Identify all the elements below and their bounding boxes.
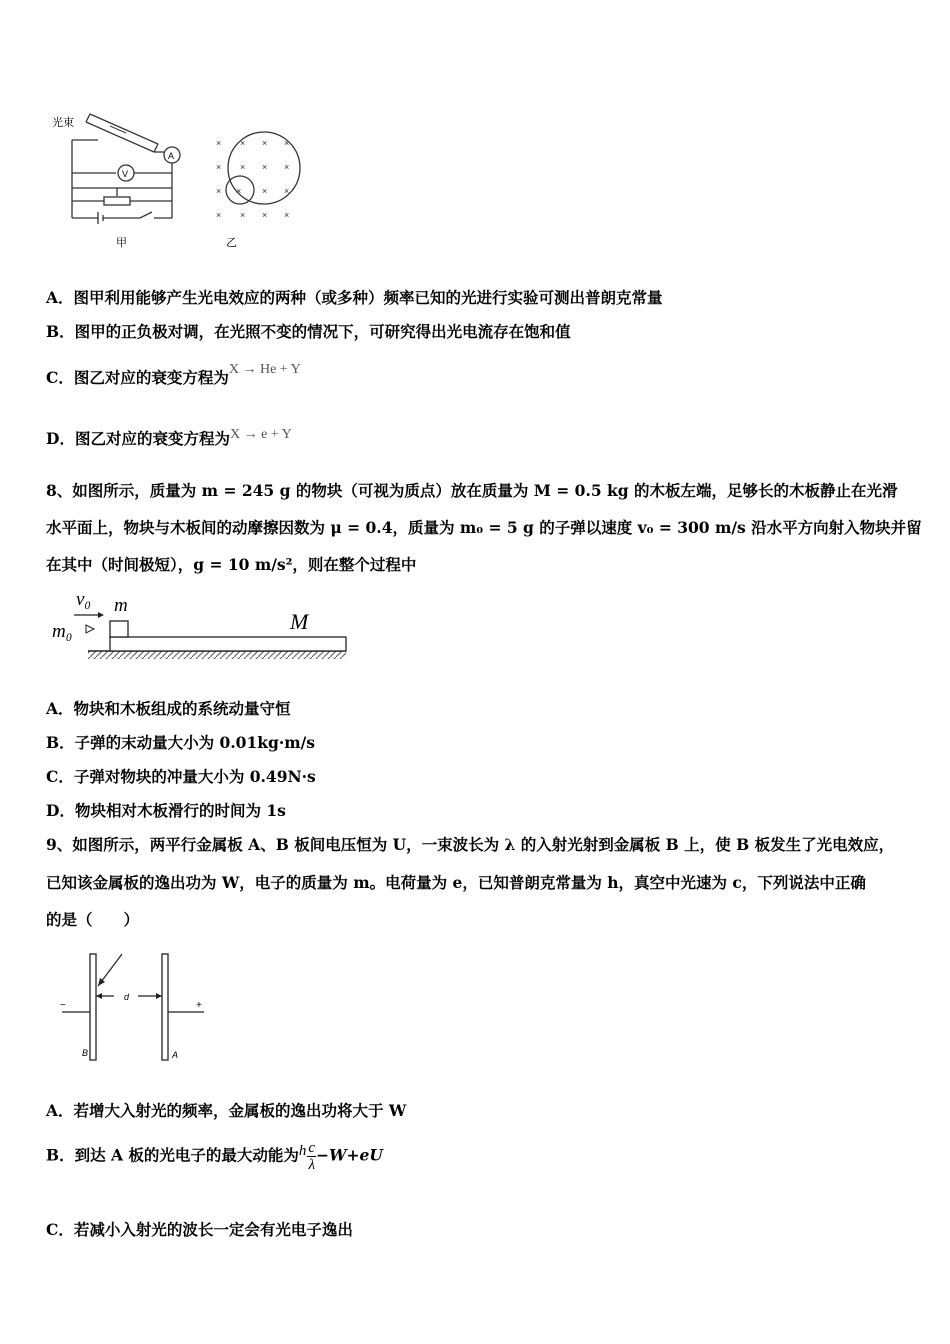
svg-text:×: × — [236, 186, 242, 196]
q7-option-a: A．图甲利用能够产生光电效应的两种（或多种）频率已知的光进行实验可测出普朗克常量 — [46, 288, 663, 307]
svg-text:×: × — [262, 210, 268, 220]
q8-option-d: D．物块相对木板滑行的时间为 1s — [46, 801, 286, 820]
q8-stem-line2: 水平面上，物块与木板间的动摩擦因数为 μ = 0.4，质量为 m₀ = 5 g 的子弹以速度 v₀ = 300 m/s 沿水平方向射入物块并留 — [46, 518, 922, 537]
minus-terminal: − — [60, 1000, 66, 1011]
plate-b-label: B — [82, 1048, 89, 1058]
figure-parallel-plates — [56, 948, 216, 1068]
svg-text:×: × — [284, 210, 290, 220]
svg-text:×: × — [216, 162, 222, 172]
svg-text:×: × — [262, 186, 268, 196]
board-m-label: M — [290, 609, 309, 634]
light-beam-label: 光束 — [52, 117, 74, 129]
plus-terminal: + — [196, 1000, 202, 1011]
q9-option-b-text: B．到达 A 板的光电子的最大动能为 — [46, 1145, 299, 1165]
q8-option-c: C．子弹对物块的冲量大小为 0.49N·s — [46, 767, 316, 786]
svg-text:×: × — [284, 186, 290, 196]
q9-option-c: C．若减小入射光的波长一定会有光电子逸出 — [46, 1220, 353, 1239]
svg-text:×: × — [240, 162, 246, 172]
m0-label: m₀ — [52, 621, 73, 642]
q8-stem-line3: 在其中（时间极短），g = 10 m/s²，则在整个过程中 — [46, 555, 417, 574]
plate-a-label: A — [172, 1050, 179, 1060]
v0-label: v₀ — [76, 589, 92, 610]
svg-text:×: × — [240, 138, 246, 148]
figure-block-board — [48, 585, 353, 665]
q7-option-c — [46, 362, 301, 388]
svg-text:×: × — [216, 138, 222, 148]
q7-option-d — [46, 427, 292, 449]
q9-option-b-fraction — [307, 1140, 316, 1173]
q7-option-c-text: C．图乙对应的衰变方程为 — [46, 368, 229, 387]
svg-text:×: × — [216, 210, 222, 220]
distance-label: d — [124, 992, 130, 1002]
q9-option-b — [46, 1140, 383, 1173]
q9-fraction-denominator: λ — [308, 1157, 315, 1173]
q7-option-d-formula: X → e + Y — [229, 427, 292, 442]
q9-stem-line3: 的是（ ） — [46, 910, 140, 929]
ammeter-label: A — [168, 151, 175, 161]
yi-caption: 乙 — [226, 237, 237, 249]
q7-option-b: B．图甲的正负极对调，在光照不变的情况下，可研究得出光电流存在饱和值 — [46, 322, 571, 341]
q8-stem-line1: 8、如图所示，质量为 m = 245 g 的物块（可视为质点）放在质量为 M = 0.5 kg 的木板左端，足够长的木板静止在光滑 — [46, 481, 898, 500]
svg-text:×: × — [284, 138, 290, 148]
q9-option-b-h: h — [298, 1142, 307, 1159]
svg-text:×: × — [284, 162, 290, 172]
q9-stem-line2: 已知该金属板的逸出功为 W，电子的质量为 m。电荷量为 e，已知普朗克常量为 h，真空中光速为 c，下列说法中正确 — [46, 873, 866, 892]
m-label: m — [114, 595, 128, 616]
voltmeter-label: V — [122, 169, 129, 179]
q9-fraction-numerator: c — [308, 1140, 316, 1156]
svg-text:×: × — [262, 138, 268, 148]
jia-caption: 甲 — [116, 237, 127, 249]
q7-option-d-text: D．图乙对应的衰变方程为 — [46, 429, 230, 448]
q8-option-b: B．子弹的末动量大小为 0.01kg·m/s — [46, 733, 316, 752]
q8-option-a: A．物块和木板组成的系统动量守恒 — [46, 699, 291, 718]
svg-text:×: × — [262, 162, 268, 172]
figure-jia-yi — [50, 100, 310, 260]
q9-option-b-suffix: −W+eU — [316, 1145, 383, 1165]
q9-option-a: A．若增大入射光的频率，金属板的逸出功将大于 W — [46, 1101, 407, 1120]
svg-text:×: × — [216, 186, 222, 196]
q7-option-c-formula: X → He + Y — [228, 362, 301, 377]
q9-stem-line1: 9、如图所示，两平行金属板 A、B 板间电压恒为 U，一束波长为 λ 的入射光射到金属板 B 上，使 B 板发生了光电效应， — [46, 835, 895, 854]
svg-text:×: × — [240, 210, 246, 220]
